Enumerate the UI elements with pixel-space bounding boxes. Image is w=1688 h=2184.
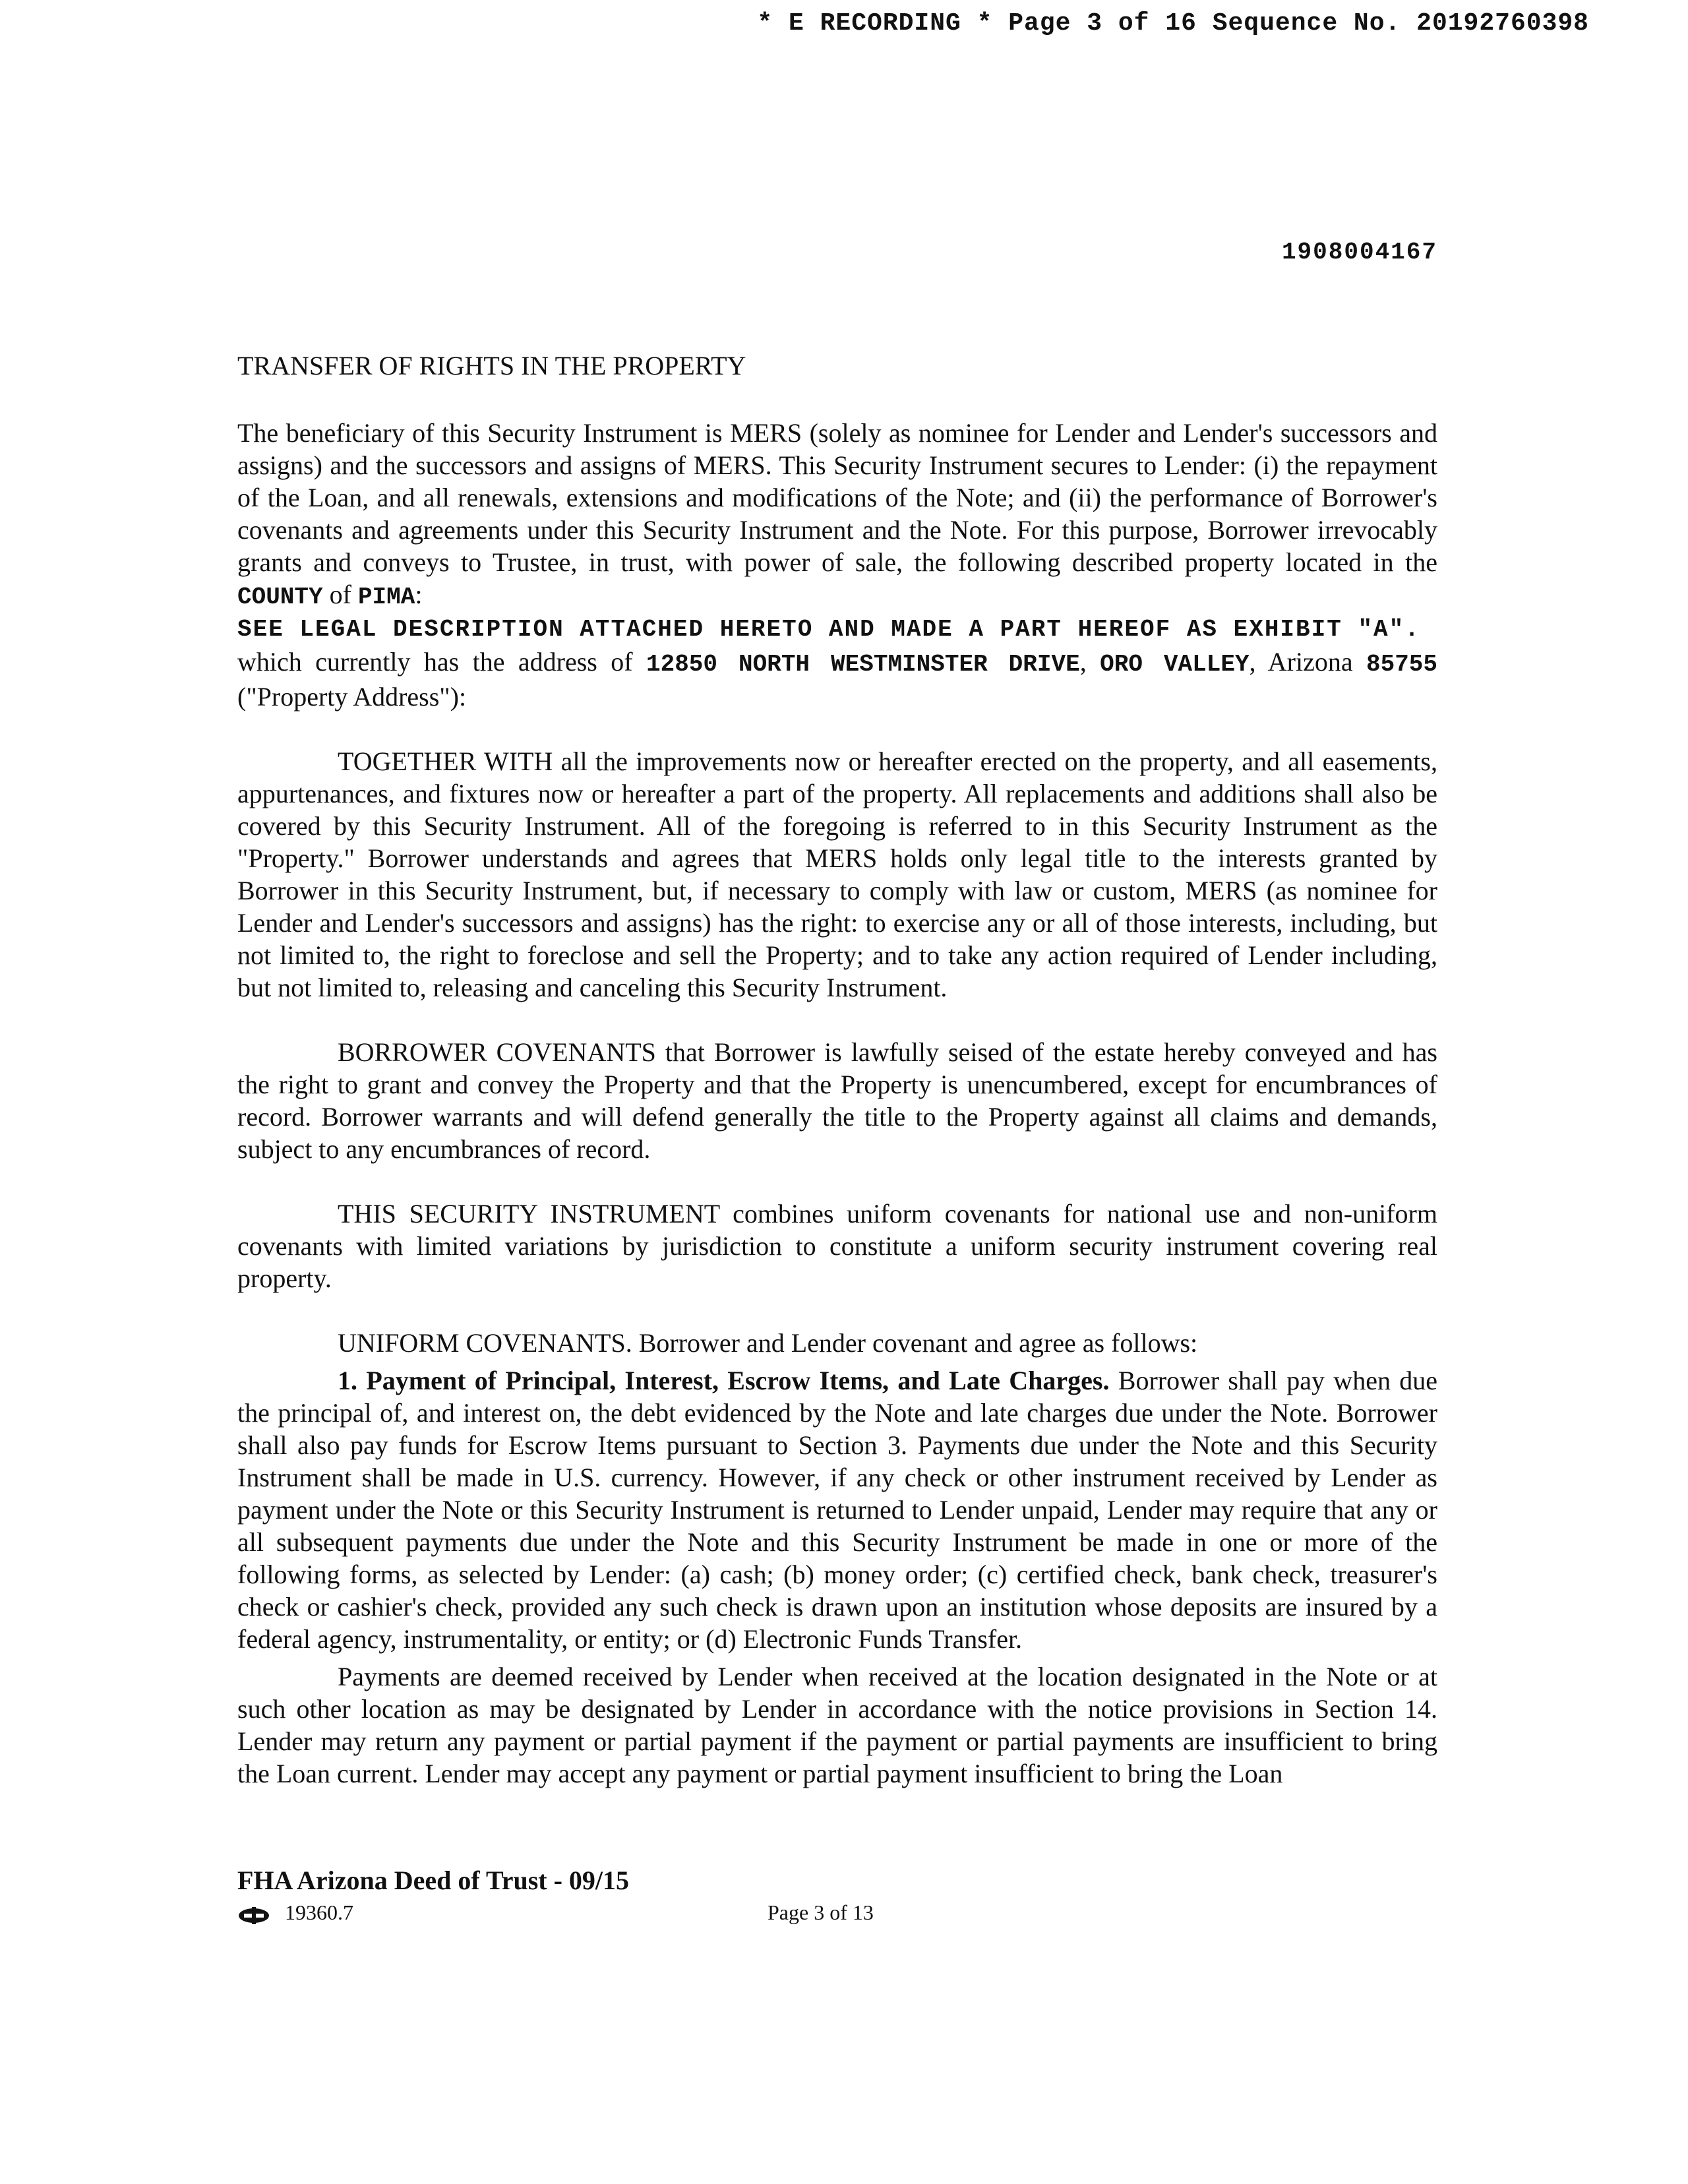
address-prefix: which currently has the address of bbox=[237, 647, 633, 677]
section-1-text: Borrower shall pay when due the principal of, and interest on, the debt evidenced by the Note and late charges due under the Note. Borrower shall also pay funds for Escrow Items pursuant to Section 3. Payments due under the Note and this Security Instrument shall be made in U.S. currency. However, if any check or other instrument received by Lender as payment under the Note or this Security Instrument is returned to Lender unpaid, Lender may require that any or all subsequent payments due under the Note and this Security Instrument be made in one or more of the following forms, as selected by Lender: (a) cash; (b) money order; (c) certified check, bank check, treasurer's check or cashier's check, provided any such check is drawn upon an institution whose deposits are insured by a federal agency, instrumentality, or entity; or (d) Electronic Funds Transfer. bbox=[237, 1366, 1438, 1654]
section-1-heading: 1. Payment of Principal, Interest, Escrow Items, and Late Charges. bbox=[338, 1366, 1110, 1395]
page-footer bbox=[237, 1865, 1437, 1928]
address-paragraph: which currently has the address of 12850 NORTH WESTMINSTER DRIVE, ORO VALLEY, Arizona 85755 ("Property Address"): bbox=[237, 647, 1438, 712]
uniform-covenants-paragraph: UNIFORM COVENANTS. Borrower and Lender covenant and agree as follows: bbox=[338, 1328, 1198, 1358]
city: ORO VALLEY bbox=[1100, 651, 1250, 678]
county-label: COUNTY bbox=[237, 584, 323, 611]
legal-description: SEE LEGAL DESCRIPTION ATTACHED HERETO AND MADE A PART HEREOF AS EXHIBIT "A". bbox=[237, 616, 1420, 643]
security-instrument-paragraph: THIS SECURITY INSTRUMENT combines uniform covenants for national use and non-uniform covenants with limited variations by jurisdiction to constitute a uniform security instrument covering real property. bbox=[237, 1199, 1437, 1293]
recording-header: * E RECORDING * Page 3 of 16 Sequence No. 20192760398 bbox=[757, 9, 1589, 38]
street-address: 12850 NORTH WESTMINSTER DRIVE bbox=[646, 651, 1080, 678]
of-word: of bbox=[329, 580, 351, 609]
section-1-paragraph bbox=[237, 1364, 1437, 1655]
document-number: 1908004167 bbox=[1281, 239, 1437, 266]
payments-received-paragraph: Payments are deemed received by Lender when received at the location designated in the Note or at such other location as may be designated by Lender in accordance with the notice provisions in Section 14. Lender may return any payment or partial payment if the payment or partial payments are insufficient to bring the Loan current. Lender may accept any payment or partial payment insufficient to bring the Loan bbox=[237, 1662, 1437, 1788]
together-paragraph: TOGETHER WITH all the improvements now or hereafter erected on the property, and all easements, appurtenances, and fixtures now or hereafter a part of the property. All replacements and additions shall also be covered by this Security Instrument. All of the foregoing is referred to in this Security Instrument as the "Property." Borrower understands and agrees that MERS holds only legal title to the interests granted by Borrower in this Security Instrument, but, if necessary to comply with law or custom, MERS (as nominee for Lender and Lender's successors and assigns) has the right: to exercise any or all of those interests, including, but not limited to, the right to foreclose and sell the Property; and to take any action required of Lender including, but not limited to, releasing and canceling this Security Instrument. bbox=[237, 746, 1437, 1002]
transfer-intro: The beneficiary of this Security Instrument is MERS (solely as nominee for Lender and Lender's successors and assigns) and the successors and assigns of MERS. This Security Instrument secures to Lender: (i) the repayment of the Loan, and all renewals, extensions and modifications of the Note; and (ii) the performance of Borrower's covenants and agreements under this Security Instrument and the Note. For this purpose, Borrower irrevocably grants and conveys to Trustee, in trust, with power of sale, the following described property located in the bbox=[237, 418, 1437, 577]
address-suffix: ("Property Address"): bbox=[237, 682, 467, 712]
form-code: 19360.7 bbox=[285, 1900, 353, 1924]
borrower-covenants-paragraph: BORROWER COVENANTS that Borrower is lawfully seised of the estate hereby conveyed and has the right to grant and convey the Property and that the Property is unencumbered, except for encumbrances of record. Borrower warrants and will defend generally the title to the Property against all claims and demands, subject to any encumbrances of record. bbox=[237, 1037, 1437, 1164]
form-title: FHA Arizona Deed of Trust - 09/15 bbox=[237, 1866, 630, 1895]
page-count: Page 3 of 13 bbox=[768, 1900, 874, 1924]
form-code-group bbox=[237, 1896, 353, 1928]
form-publisher-logo-icon bbox=[237, 1902, 270, 1922]
state: Arizona bbox=[1267, 647, 1353, 677]
zip-code: 85755 bbox=[1366, 651, 1438, 678]
county-name: PIMA bbox=[357, 584, 415, 611]
document-body bbox=[237, 349, 1437, 1790]
footer-row bbox=[237, 1896, 1437, 1928]
transfer-paragraph: The beneficiary of this Security Instrument is MERS (solely as nominee for Lender and Lender's successors and assigns) and the successors and assigns of MERS. This Security Instrument secures to Lender: (i) the repayment of the Loan, and all renewals, extensions and modifications of the Note; and (ii) the performance of Borrower's covenants and agreements under this Security Instrument and the Note. For this purpose, Borrower irrevocably grants and conveys to Trustee, in trust, with power of sale, the following described property located in the COUNTY of PIMA: bbox=[237, 418, 1437, 611]
section-title: TRANSFER OF RIGHTS IN THE PROPERTY bbox=[237, 351, 746, 380]
